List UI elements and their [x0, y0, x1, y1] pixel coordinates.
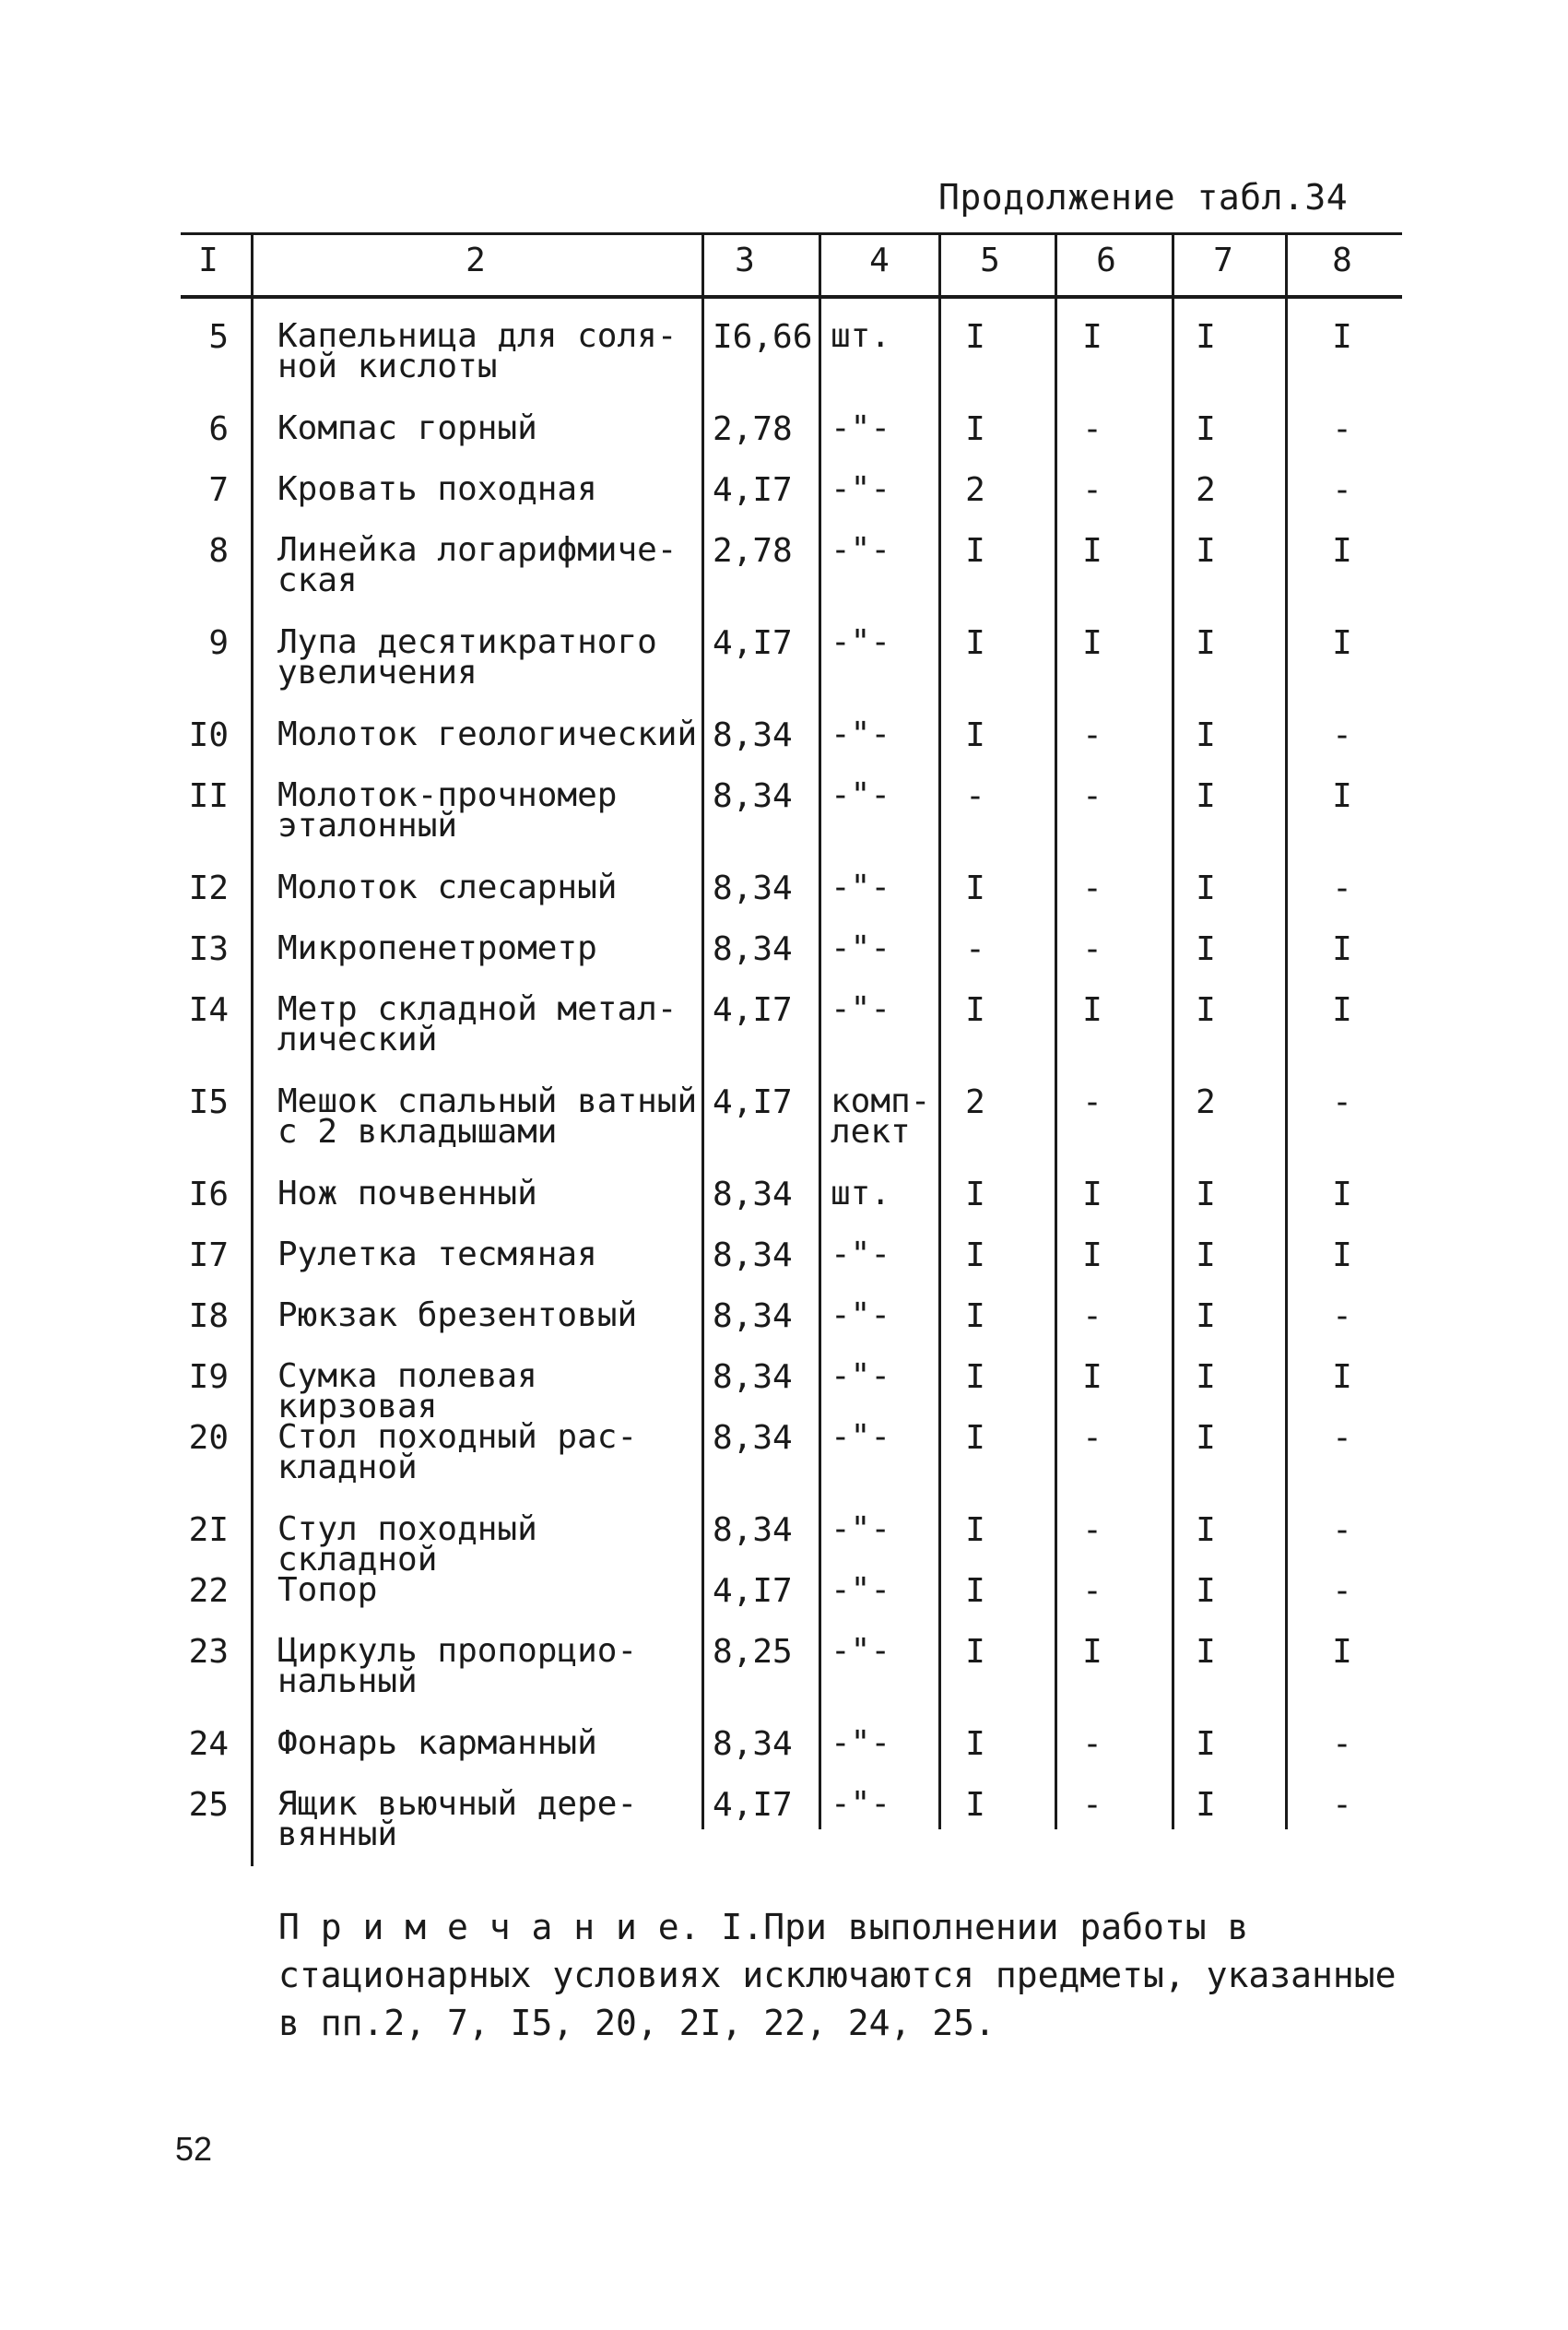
qty-col8: I: [1332, 991, 1352, 1029]
item-price: 2,78: [713, 532, 793, 570]
item-unit: -"-: [831, 716, 891, 753]
qty-col8: I: [1332, 930, 1352, 968]
qty-col7: I: [1196, 869, 1216, 907]
qty-col7: I: [1196, 777, 1216, 815]
column-divider: [938, 234, 941, 1829]
item-price: 8,34: [713, 777, 793, 815]
row-number: 20: [188, 1419, 229, 1457]
item-unit: -"-: [831, 1296, 891, 1334]
item-unit: комп- лект: [831, 1082, 931, 1151]
item-unit: -"-: [831, 1571, 891, 1609]
column-divider: [251, 234, 253, 1866]
row-number: I7: [188, 1236, 229, 1274]
qty-col5: I: [965, 532, 985, 570]
qty-col8: I: [1332, 1358, 1352, 1396]
qty-col6: -: [1082, 1297, 1102, 1335]
item-price: 8,34: [713, 930, 793, 968]
qty-col6: -: [1082, 716, 1102, 754]
qty-col7: I: [1196, 532, 1216, 570]
qty-col8: -: [1332, 1083, 1352, 1121]
qty-col5: I: [965, 1511, 985, 1549]
item-name: Топор: [277, 1571, 378, 1609]
qty-col6: I: [1082, 1633, 1102, 1671]
row-number: I2: [188, 869, 229, 907]
item-price: 4,I7: [713, 1786, 793, 1824]
qty-col6: -: [1082, 869, 1102, 907]
qty-col8: -: [1332, 1419, 1352, 1457]
item-unit: -"-: [831, 1785, 891, 1823]
qty-col8: -: [1332, 410, 1352, 448]
row-number: I6: [188, 1176, 229, 1213]
item-unit: -"-: [831, 869, 891, 906]
item-price: 4,I7: [713, 624, 793, 662]
column-divider: [701, 234, 704, 1829]
column-divider: [819, 234, 821, 1829]
row-number: 6: [208, 410, 229, 448]
item-price: 4,I7: [713, 991, 793, 1029]
row-number: I9: [188, 1358, 229, 1396]
qty-col8: -: [1332, 1786, 1352, 1824]
qty-col5: I: [965, 1358, 985, 1396]
qty-col7: I: [1196, 1176, 1216, 1213]
qty-col5: I: [965, 1297, 985, 1335]
item-price: 4,I7: [713, 1572, 793, 1610]
item-price: I6,66: [713, 318, 813, 356]
qty-col6: -: [1082, 930, 1102, 968]
qty-col8: I: [1332, 1176, 1352, 1213]
item-unit: шт.: [831, 1175, 891, 1212]
item-unit: -"-: [831, 1632, 891, 1670]
item-unit: -"-: [831, 990, 891, 1028]
qty-col5: I: [965, 1176, 985, 1213]
qty-col5: -: [965, 930, 985, 968]
table-note: П р и м е ч а н и е. I.При выполнении работы в стационарных условиях исключаются предметы, указанные в пп.2, 7, I5, 20, 2I, 22, 24, 25.: [278, 1907, 1397, 2043]
item-name: Микропенетрометр: [277, 929, 597, 967]
qty-col8: -: [1332, 1572, 1352, 1610]
item-unit: шт.: [831, 317, 891, 355]
qty-col5: I: [965, 1236, 985, 1274]
column-header: 3: [735, 242, 755, 279]
column-header: 7: [1213, 242, 1233, 279]
qty-col5: I: [965, 1572, 985, 1610]
qty-col5: I: [965, 1786, 985, 1824]
qty-col8: -: [1332, 716, 1352, 754]
qty-col5: I: [965, 1725, 985, 1763]
qty-col6: -: [1082, 1083, 1102, 1121]
table-top-rule: [181, 232, 1402, 235]
item-name: Ящик вьючный дере- вянный: [277, 1785, 638, 1853]
item-name: Сумка полевая кирзовая: [277, 1357, 537, 1425]
item-name: Метр складной метал- лический: [277, 990, 678, 1059]
row-number: II: [188, 777, 229, 815]
qty-col6: -: [1082, 777, 1102, 815]
qty-col7: 2: [1196, 471, 1216, 509]
qty-col7: I: [1196, 1511, 1216, 1549]
item-name: Мешок спальный ватный с 2 вкладышами: [277, 1082, 698, 1151]
item-name: Молоток слесарный: [277, 869, 618, 906]
column-header: 4: [869, 242, 890, 279]
qty-col6: I: [1082, 1236, 1102, 1274]
row-number: I5: [188, 1083, 229, 1121]
item-unit: -"-: [831, 409, 891, 447]
item-name: Циркуль пропорцио- нальный: [277, 1632, 638, 1700]
row-number: 5: [208, 318, 229, 356]
item-name: Фонарь карманный: [277, 1724, 597, 1762]
qty-col6: I: [1082, 1358, 1102, 1396]
item-name: Рюкзак брезентовый: [277, 1296, 638, 1334]
qty-col7: I: [1196, 318, 1216, 356]
qty-col6: -: [1082, 1786, 1102, 1824]
column-header: 5: [980, 242, 1000, 279]
column-header: 8: [1332, 242, 1352, 279]
row-number: 8: [208, 532, 229, 570]
qty-col7: I: [1196, 716, 1216, 754]
qty-col5: I: [965, 410, 985, 448]
qty-col6: I: [1082, 532, 1102, 570]
item-name: Лупа десятикратного увеличения: [277, 623, 657, 692]
item-price: 8,34: [713, 869, 793, 907]
qty-col7: I: [1196, 1633, 1216, 1671]
item-name: Стол походный рас- кладной: [277, 1418, 638, 1486]
item-name: Кровать походная: [277, 470, 597, 508]
item-unit: -"-: [831, 531, 891, 569]
row-number: I0: [188, 716, 229, 754]
qty-col8: -: [1332, 1725, 1352, 1763]
item-price: 8,34: [713, 1511, 793, 1549]
column-header: 2: [466, 242, 486, 279]
item-unit: -"-: [831, 776, 891, 814]
column-header: 6: [1096, 242, 1116, 279]
qty-col5: I: [965, 318, 985, 356]
qty-col6: -: [1082, 410, 1102, 448]
item-unit: -"-: [831, 1510, 891, 1548]
qty-col5: I: [965, 991, 985, 1029]
qty-col7: 2: [1196, 1083, 1216, 1121]
column-divider: [1172, 234, 1174, 1829]
item-name: Линейка логарифмиче- ская: [277, 531, 678, 599]
item-price: 8,34: [713, 1297, 793, 1335]
qty-col7: I: [1196, 1725, 1216, 1763]
qty-col8: -: [1332, 869, 1352, 907]
qty-col7: I: [1196, 1786, 1216, 1824]
row-number: I3: [188, 930, 229, 968]
item-name: Молоток-прочномер эталонный: [277, 776, 618, 845]
qty-col6: -: [1082, 1572, 1102, 1610]
qty-col8: -: [1332, 1511, 1352, 1549]
qty-col5: -: [965, 777, 985, 815]
page-number: 52: [175, 2130, 213, 2168]
item-name: Стул походный складной: [277, 1510, 537, 1579]
item-price: 8,34: [713, 1236, 793, 1274]
qty-col7: I: [1196, 1358, 1216, 1396]
qty-col6: I: [1082, 624, 1102, 662]
item-price: 4,I7: [713, 471, 793, 509]
item-price: 4,I7: [713, 1083, 793, 1121]
qty-col7: I: [1196, 930, 1216, 968]
qty-col5: I: [965, 869, 985, 907]
item-name: Рулетка тесмяная: [277, 1236, 597, 1273]
row-number: 22: [188, 1572, 229, 1610]
item-name: Компас горный: [277, 409, 537, 447]
row-number: 2I: [188, 1511, 229, 1549]
qty-col6: I: [1082, 318, 1102, 356]
qty-col6: -: [1082, 1511, 1102, 1549]
column-divider: [1285, 234, 1288, 1829]
qty-col6: -: [1082, 471, 1102, 509]
item-price: 8,25: [713, 1633, 793, 1671]
column-header: I: [198, 242, 218, 279]
qty-col5: I: [965, 1419, 985, 1457]
item-price: 8,34: [713, 1419, 793, 1457]
item-name: Молоток геологический: [277, 716, 698, 753]
item-unit: -"-: [831, 623, 891, 661]
qty-col6: I: [1082, 991, 1102, 1029]
qty-col6: -: [1082, 1419, 1102, 1457]
item-name: Нож почвенный: [277, 1175, 537, 1212]
qty-col8: I: [1332, 777, 1352, 815]
qty-col5: 2: [965, 1083, 985, 1121]
qty-col8: I: [1332, 1236, 1352, 1274]
table-caption: Продолжение табл.34: [938, 177, 1349, 218]
item-name: Капельница для соля- ной кислоты: [277, 317, 678, 385]
qty-col6: I: [1082, 1176, 1102, 1213]
qty-col5: I: [965, 624, 985, 662]
item-price: 8,34: [713, 1725, 793, 1763]
qty-col8: -: [1332, 471, 1352, 509]
qty-col5: 2: [965, 471, 985, 509]
row-number: 7: [208, 471, 229, 509]
column-divider: [1055, 234, 1057, 1829]
table-header-rule: [181, 295, 1402, 299]
row-number: 24: [188, 1725, 229, 1763]
item-price: 8,34: [713, 1358, 793, 1396]
item-unit: -"-: [831, 1357, 891, 1395]
item-unit: -"-: [831, 929, 891, 967]
row-number: 23: [188, 1633, 229, 1671]
qty-col8: I: [1332, 532, 1352, 570]
item-price: 8,34: [713, 716, 793, 754]
qty-col5: I: [965, 716, 985, 754]
row-number: 25: [188, 1786, 229, 1824]
qty-col6: -: [1082, 1725, 1102, 1763]
qty-col7: I: [1196, 624, 1216, 662]
qty-col8: -: [1332, 1297, 1352, 1335]
row-number: I8: [188, 1297, 229, 1335]
item-unit: -"-: [831, 1724, 891, 1762]
qty-col7: I: [1196, 1297, 1216, 1335]
item-unit: -"-: [831, 1418, 891, 1456]
item-unit: -"-: [831, 470, 891, 508]
qty-col5: I: [965, 1633, 985, 1671]
row-number: I4: [188, 991, 229, 1029]
qty-col7: I: [1196, 991, 1216, 1029]
qty-col7: I: [1196, 410, 1216, 448]
item-unit: -"-: [831, 1236, 891, 1273]
qty-col7: I: [1196, 1236, 1216, 1274]
qty-col7: I: [1196, 1419, 1216, 1457]
qty-col8: I: [1332, 1633, 1352, 1671]
item-price: 8,34: [713, 1176, 793, 1213]
qty-col8: I: [1332, 318, 1352, 356]
qty-col8: I: [1332, 624, 1352, 662]
item-price: 2,78: [713, 410, 793, 448]
row-number: 9: [208, 624, 229, 662]
qty-col7: I: [1196, 1572, 1216, 1610]
